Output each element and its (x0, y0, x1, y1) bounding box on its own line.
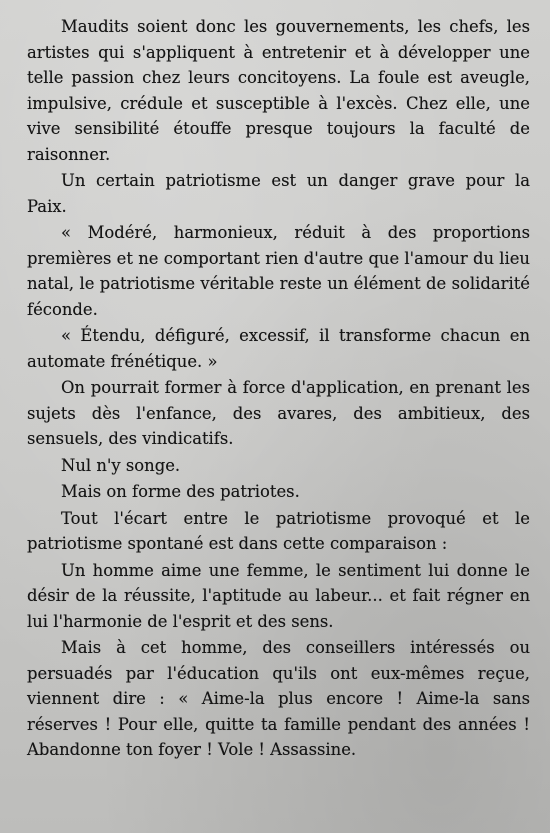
paragraph-6: Nul n'y songe. (61, 455, 181, 475)
paragraph-8: Tout l'écart entre le patriotisme provoqué et le patriotisme spontané est dans cette comparaison : (27, 508, 530, 553)
paragraph-4: « Étendu, défiguré, excessif, il transforme chacun en automate frénétique. » (27, 326, 530, 371)
paragraph-9: Un homme aime une femme, le sentiment lui donne le désir de la réussite, l'aptitude au labeur... et fait régner en lui l'harmonie de l'esprit et des sens. (27, 560, 530, 631)
paragraph-10: Mais à cet homme, des conseillers intéressés ou persuadés par l'éducation qu'ils ont eux-mêmes reçue, viennent dire : « Aime-la plus encore ! Aime-la sans réserves ! Pour elle, quitte ta famille pendant des années ! Abandonne ton foyer ! Vole ! Assassine. (27, 638, 530, 759)
paragraph-7: Mais on forme des patriotes. (61, 482, 300, 501)
paragraph-2: Un certain patriotisme est un danger grave pour la Paix. (27, 171, 530, 216)
page-text (27, 14, 530, 763)
paragraph-5: On pourrait former à force d'application, en prenant les sujets dès l'enfance, des avares, des ambitieux, des sensuels, des vindicatifs. (27, 378, 530, 448)
paragraph-3: « Modéré, harmonieux, réduit à des proportions premières et ne comportant rien d'autre que l'amour du lieu natal, le patriotisme véritable reste un élément de solidarité féconde. (27, 223, 530, 319)
paragraph-1: Maudits soient donc les gouvernements, les chefs, les artistes qui s'appliquent à entretenir et à développer une telle passion chez leurs concitoyens. La foule est aveugle, impulsive, crédule et susceptible à l'excès. Chez elle, une vive sensibilité étouffe presque toujours la faculté de raisonner. (27, 17, 530, 164)
